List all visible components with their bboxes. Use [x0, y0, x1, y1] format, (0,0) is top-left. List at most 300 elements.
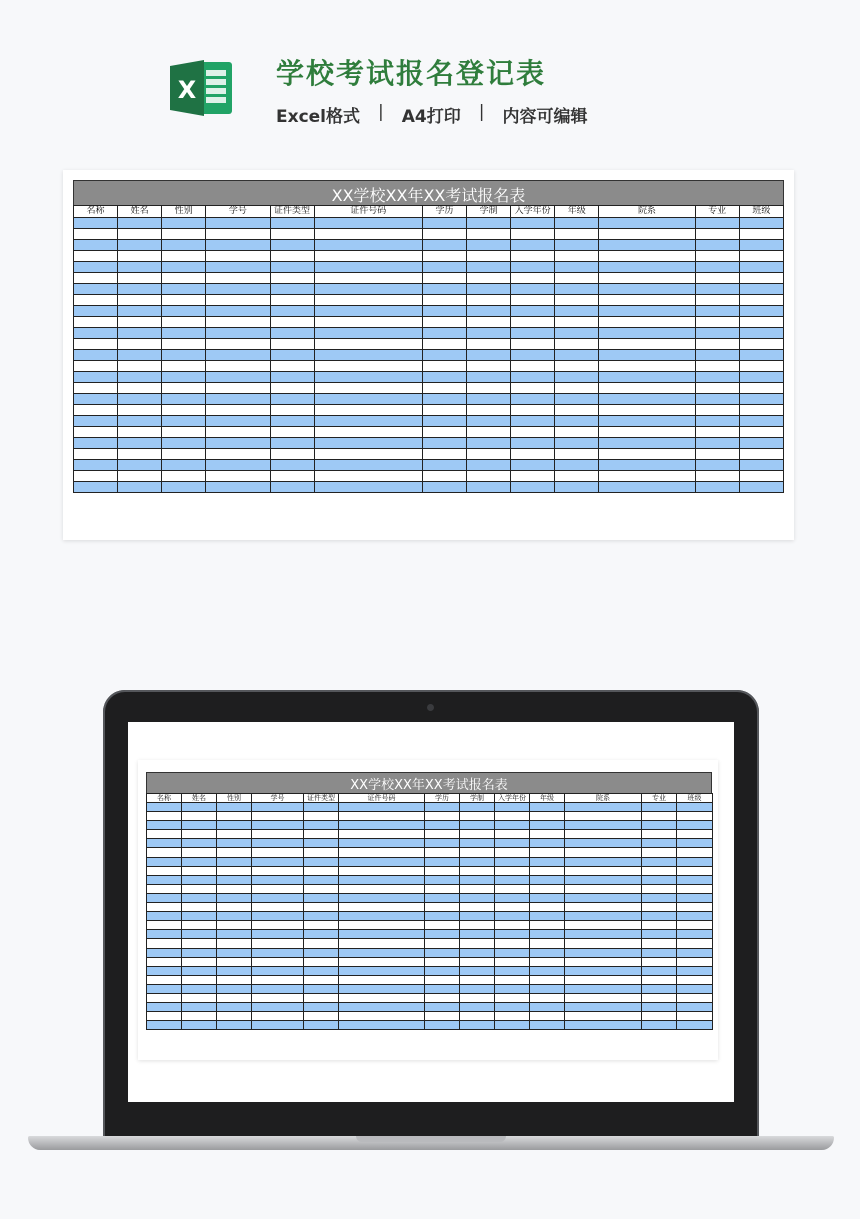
- table-cell[interactable]: [599, 460, 695, 471]
- table-cell[interactable]: [460, 993, 495, 1002]
- table-cell[interactable]: [162, 372, 206, 383]
- table-cell[interactable]: [530, 984, 565, 993]
- table-cell[interactable]: [217, 993, 252, 1002]
- table-cell[interactable]: [217, 875, 252, 884]
- table-cell[interactable]: [339, 884, 425, 893]
- table-cell[interactable]: [739, 229, 783, 240]
- table-cell[interactable]: [304, 893, 339, 902]
- table-cell[interactable]: [182, 939, 217, 948]
- table-cell[interactable]: [74, 229, 118, 240]
- table-cell[interactable]: [147, 984, 182, 993]
- table-cell[interactable]: [74, 460, 118, 471]
- table-cell[interactable]: [565, 803, 642, 812]
- table-cell[interactable]: [677, 839, 713, 848]
- table-cell[interactable]: [565, 812, 642, 821]
- table-cell[interactable]: [206, 449, 270, 460]
- table-cell[interactable]: [217, 948, 252, 957]
- table-cell[interactable]: [511, 262, 555, 273]
- table-cell[interactable]: [118, 350, 162, 361]
- table-cell[interactable]: [206, 229, 270, 240]
- table-cell[interactable]: [339, 1003, 425, 1012]
- table-cell[interactable]: [314, 262, 422, 273]
- table-cell[interactable]: [118, 449, 162, 460]
- table-cell[interactable]: [182, 903, 217, 912]
- table-cell[interactable]: [460, 866, 495, 875]
- table-cell[interactable]: [495, 930, 530, 939]
- table-cell[interactable]: [206, 372, 270, 383]
- table-cell[interactable]: [555, 284, 599, 295]
- table-cell[interactable]: [599, 405, 695, 416]
- table-cell[interactable]: [599, 339, 695, 350]
- table-cell[interactable]: [530, 903, 565, 912]
- table-cell[interactable]: [555, 405, 599, 416]
- table-cell[interactable]: [314, 284, 422, 295]
- table-cell[interactable]: [217, 866, 252, 875]
- table-cell[interactable]: [511, 306, 555, 317]
- table-cell[interactable]: [118, 482, 162, 493]
- table-cell[interactable]: [217, 966, 252, 975]
- table-cell[interactable]: [530, 893, 565, 902]
- table-cell[interactable]: [565, 893, 642, 902]
- table-cell[interactable]: [74, 394, 118, 405]
- table-cell[interactable]: [339, 893, 425, 902]
- table-cell[interactable]: [467, 460, 511, 471]
- table-cell[interactable]: [118, 372, 162, 383]
- table-cell[interactable]: [642, 903, 677, 912]
- table-cell[interactable]: [599, 273, 695, 284]
- table-cell[interactable]: [642, 848, 677, 857]
- table-cell[interactable]: [530, 1012, 565, 1021]
- table-cell[interactable]: [304, 984, 339, 993]
- table-cell[interactable]: [599, 218, 695, 229]
- table-cell[interactable]: [565, 1003, 642, 1012]
- table-cell[interactable]: [182, 866, 217, 875]
- table-cell[interactable]: [118, 471, 162, 482]
- table-cell[interactable]: [511, 460, 555, 471]
- table-cell[interactable]: [599, 416, 695, 427]
- table-cell[interactable]: [425, 812, 460, 821]
- table-cell[interactable]: [695, 482, 739, 493]
- table-cell[interactable]: [739, 328, 783, 339]
- table-cell[interactable]: [511, 449, 555, 460]
- table-cell[interactable]: [695, 317, 739, 328]
- table-cell[interactable]: [565, 930, 642, 939]
- table-cell[interactable]: [739, 218, 783, 229]
- table-cell[interactable]: [555, 229, 599, 240]
- table-cell[interactable]: [118, 317, 162, 328]
- table-cell[interactable]: [677, 948, 713, 957]
- table-cell[interactable]: [74, 416, 118, 427]
- table-cell[interactable]: [495, 1012, 530, 1021]
- table-cell[interactable]: [467, 229, 511, 240]
- table-cell[interactable]: [467, 240, 511, 251]
- table-cell[interactable]: [270, 372, 314, 383]
- table-cell[interactable]: [677, 912, 713, 921]
- table-cell[interactable]: [467, 350, 511, 361]
- table-cell[interactable]: [162, 339, 206, 350]
- table-cell[interactable]: [530, 821, 565, 830]
- table-cell[interactable]: [422, 328, 466, 339]
- table-cell[interactable]: [677, 866, 713, 875]
- table-cell[interactable]: [555, 394, 599, 405]
- table-cell[interactable]: [460, 821, 495, 830]
- table-cell[interactable]: [425, 839, 460, 848]
- table-cell[interactable]: [565, 939, 642, 948]
- table-cell[interactable]: [304, 848, 339, 857]
- table-cell[interactable]: [206, 427, 270, 438]
- table-cell[interactable]: [422, 339, 466, 350]
- table-cell[interactable]: [252, 930, 304, 939]
- table-cell[interactable]: [677, 1021, 713, 1030]
- table-cell[interactable]: [642, 1021, 677, 1030]
- table-cell[interactable]: [555, 372, 599, 383]
- table-cell[interactable]: [314, 306, 422, 317]
- table-cell[interactable]: [677, 848, 713, 857]
- table-cell[interactable]: [252, 966, 304, 975]
- table-cell[interactable]: [422, 394, 466, 405]
- table-cell[interactable]: [182, 993, 217, 1002]
- table-cell[interactable]: [252, 839, 304, 848]
- table-cell[interactable]: [425, 975, 460, 984]
- table-cell[interactable]: [467, 295, 511, 306]
- table-cell[interactable]: [599, 350, 695, 361]
- table-cell[interactable]: [147, 803, 182, 812]
- table-cell[interactable]: [339, 1021, 425, 1030]
- table-cell[interactable]: [270, 350, 314, 361]
- table-cell[interactable]: [530, 848, 565, 857]
- table-cell[interactable]: [162, 251, 206, 262]
- table-cell[interactable]: [304, 1003, 339, 1012]
- table-cell[interactable]: [511, 339, 555, 350]
- table-cell[interactable]: [304, 975, 339, 984]
- table-cell[interactable]: [74, 284, 118, 295]
- table-cell[interactable]: [339, 966, 425, 975]
- table-cell[interactable]: [118, 262, 162, 273]
- table-cell[interactable]: [162, 350, 206, 361]
- table-cell[interactable]: [677, 803, 713, 812]
- table-cell[interactable]: [565, 948, 642, 957]
- table-cell[interactable]: [739, 251, 783, 262]
- table-cell[interactable]: [206, 405, 270, 416]
- table-cell[interactable]: [739, 416, 783, 427]
- table-cell[interactable]: [677, 939, 713, 948]
- table-cell[interactable]: [304, 930, 339, 939]
- table-cell[interactable]: [677, 875, 713, 884]
- table-cell[interactable]: [74, 438, 118, 449]
- table-cell[interactable]: [304, 966, 339, 975]
- table-cell[interactable]: [206, 394, 270, 405]
- table-cell[interactable]: [642, 875, 677, 884]
- table-cell[interactable]: [74, 317, 118, 328]
- table-cell[interactable]: [252, 957, 304, 966]
- table-cell[interactable]: [314, 350, 422, 361]
- table-cell[interactable]: [182, 875, 217, 884]
- table-cell[interactable]: [217, 921, 252, 930]
- table-cell[interactable]: [739, 317, 783, 328]
- table-cell[interactable]: [677, 903, 713, 912]
- table-cell[interactable]: [182, 884, 217, 893]
- table-cell[interactable]: [460, 848, 495, 857]
- table-cell[interactable]: [511, 427, 555, 438]
- table-cell[interactable]: [739, 449, 783, 460]
- table-cell[interactable]: [314, 372, 422, 383]
- table-cell[interactable]: [314, 317, 422, 328]
- table-cell[interactable]: [495, 912, 530, 921]
- table-cell[interactable]: [460, 1021, 495, 1030]
- table-cell[interactable]: [555, 339, 599, 350]
- table-cell[interactable]: [642, 812, 677, 821]
- table-cell[interactable]: [252, 803, 304, 812]
- table-cell[interactable]: [565, 975, 642, 984]
- table-cell[interactable]: [74, 339, 118, 350]
- table-cell[interactable]: [74, 449, 118, 460]
- table-cell[interactable]: [425, 893, 460, 902]
- table-cell[interactable]: [739, 383, 783, 394]
- table-cell[interactable]: [206, 471, 270, 482]
- table-cell[interactable]: [642, 975, 677, 984]
- table-cell[interactable]: [495, 803, 530, 812]
- table-cell[interactable]: [339, 803, 425, 812]
- table-cell[interactable]: [162, 295, 206, 306]
- table-cell[interactable]: [565, 875, 642, 884]
- table-cell[interactable]: [511, 405, 555, 416]
- table-cell[interactable]: [467, 449, 511, 460]
- table-cell[interactable]: [677, 975, 713, 984]
- table-cell[interactable]: [495, 857, 530, 866]
- table-cell[interactable]: [118, 328, 162, 339]
- table-cell[interactable]: [314, 240, 422, 251]
- table-cell[interactable]: [422, 273, 466, 284]
- table-cell[interactable]: [422, 240, 466, 251]
- table-cell[interactable]: [314, 339, 422, 350]
- table-cell[interactable]: [511, 295, 555, 306]
- table-cell[interactable]: [467, 273, 511, 284]
- table-cell[interactable]: [467, 262, 511, 273]
- table-cell[interactable]: [677, 821, 713, 830]
- table-cell[interactable]: [599, 262, 695, 273]
- table-cell[interactable]: [252, 857, 304, 866]
- table-cell[interactable]: [147, 939, 182, 948]
- table-cell[interactable]: [147, 830, 182, 839]
- table-cell[interactable]: [252, 1003, 304, 1012]
- table-cell[interactable]: [217, 893, 252, 902]
- table-cell[interactable]: [642, 884, 677, 893]
- table-cell[interactable]: [162, 416, 206, 427]
- table-cell[interactable]: [599, 482, 695, 493]
- table-cell[interactable]: [511, 328, 555, 339]
- table-cell[interactable]: [565, 884, 642, 893]
- table-cell[interactable]: [422, 405, 466, 416]
- table-cell[interactable]: [217, 1003, 252, 1012]
- table-cell[interactable]: [495, 884, 530, 893]
- table-cell[interactable]: [314, 229, 422, 240]
- table-cell[interactable]: [304, 803, 339, 812]
- table-cell[interactable]: [339, 830, 425, 839]
- table-cell[interactable]: [739, 427, 783, 438]
- table-cell[interactable]: [599, 471, 695, 482]
- table-cell[interactable]: [422, 361, 466, 372]
- table-cell[interactable]: [495, 975, 530, 984]
- table-cell[interactable]: [495, 903, 530, 912]
- table-cell[interactable]: [555, 251, 599, 262]
- table-cell[interactable]: [147, 875, 182, 884]
- table-cell[interactable]: [162, 284, 206, 295]
- table-cell[interactable]: [495, 957, 530, 966]
- table-cell[interactable]: [425, 830, 460, 839]
- table-cell[interactable]: [695, 240, 739, 251]
- table-cell[interactable]: [599, 306, 695, 317]
- table-cell[interactable]: [677, 830, 713, 839]
- table-cell[interactable]: [118, 394, 162, 405]
- table-cell[interactable]: [460, 812, 495, 821]
- table-cell[interactable]: [739, 273, 783, 284]
- table-cell[interactable]: [118, 405, 162, 416]
- table-cell[interactable]: [339, 848, 425, 857]
- table-cell[interactable]: [162, 229, 206, 240]
- table-cell[interactable]: [206, 416, 270, 427]
- table-cell[interactable]: [182, 984, 217, 993]
- table-cell[interactable]: [162, 306, 206, 317]
- table-cell[interactable]: [147, 839, 182, 848]
- table-cell[interactable]: [677, 1003, 713, 1012]
- table-cell[interactable]: [495, 948, 530, 957]
- table-cell[interactable]: [467, 339, 511, 350]
- table-cell[interactable]: [217, 884, 252, 893]
- table-cell[interactable]: [425, 930, 460, 939]
- table-cell[interactable]: [422, 427, 466, 438]
- table-cell[interactable]: [252, 875, 304, 884]
- table-cell[interactable]: [206, 295, 270, 306]
- table-cell[interactable]: [555, 383, 599, 394]
- table-cell[interactable]: [270, 328, 314, 339]
- table-cell[interactable]: [270, 218, 314, 229]
- table-cell[interactable]: [217, 830, 252, 839]
- table-cell[interactable]: [182, 930, 217, 939]
- table-cell[interactable]: [425, 866, 460, 875]
- table-cell[interactable]: [217, 930, 252, 939]
- table-cell[interactable]: [74, 482, 118, 493]
- table-cell[interactable]: [74, 361, 118, 372]
- table-cell[interactable]: [530, 975, 565, 984]
- table-cell[interactable]: [555, 218, 599, 229]
- table-cell[interactable]: [460, 921, 495, 930]
- table-cell[interactable]: [511, 273, 555, 284]
- table-cell[interactable]: [339, 975, 425, 984]
- table-cell[interactable]: [467, 317, 511, 328]
- table-cell[interactable]: [304, 903, 339, 912]
- table-cell[interactable]: [530, 803, 565, 812]
- table-cell[interactable]: [270, 394, 314, 405]
- table-cell[interactable]: [206, 438, 270, 449]
- table-cell[interactable]: [270, 295, 314, 306]
- table-cell[interactable]: [599, 295, 695, 306]
- table-cell[interactable]: [339, 984, 425, 993]
- table-cell[interactable]: [270, 273, 314, 284]
- table-cell[interactable]: [425, 1003, 460, 1012]
- table-cell[interactable]: [642, 866, 677, 875]
- table-cell[interactable]: [74, 383, 118, 394]
- table-cell[interactable]: [118, 229, 162, 240]
- table-cell[interactable]: [304, 830, 339, 839]
- table-cell[interactable]: [467, 383, 511, 394]
- table-cell[interactable]: [599, 427, 695, 438]
- table-cell[interactable]: [425, 1021, 460, 1030]
- table-cell[interactable]: [74, 471, 118, 482]
- table-cell[interactable]: [147, 812, 182, 821]
- table-cell[interactable]: [217, 812, 252, 821]
- table-cell[interactable]: [270, 471, 314, 482]
- table-cell[interactable]: [565, 848, 642, 857]
- table-cell[interactable]: [599, 383, 695, 394]
- table-cell[interactable]: [495, 1003, 530, 1012]
- table-cell[interactable]: [182, 893, 217, 902]
- table-cell[interactable]: [252, 993, 304, 1002]
- table-cell[interactable]: [314, 328, 422, 339]
- table-cell[interactable]: [182, 1003, 217, 1012]
- table-cell[interactable]: [147, 912, 182, 921]
- table-cell[interactable]: [252, 948, 304, 957]
- table-cell[interactable]: [565, 912, 642, 921]
- table-cell[interactable]: [270, 306, 314, 317]
- table-cell[interactable]: [339, 857, 425, 866]
- table-cell[interactable]: [695, 306, 739, 317]
- table-cell[interactable]: [339, 875, 425, 884]
- table-cell[interactable]: [304, 839, 339, 848]
- table-cell[interactable]: [147, 848, 182, 857]
- table-cell[interactable]: [511, 416, 555, 427]
- table-cell[interactable]: [182, 948, 217, 957]
- table-cell[interactable]: [530, 839, 565, 848]
- table-cell[interactable]: [422, 317, 466, 328]
- table-cell[interactable]: [530, 912, 565, 921]
- table-cell[interactable]: [422, 262, 466, 273]
- table-cell[interactable]: [252, 912, 304, 921]
- table-cell[interactable]: [460, 884, 495, 893]
- table-cell[interactable]: [739, 438, 783, 449]
- table-cell[interactable]: [530, 866, 565, 875]
- table-cell[interactable]: [467, 328, 511, 339]
- table-cell[interactable]: [162, 240, 206, 251]
- table-cell[interactable]: [252, 830, 304, 839]
- table-cell[interactable]: [314, 251, 422, 262]
- table-cell[interactable]: [118, 284, 162, 295]
- table-cell[interactable]: [495, 875, 530, 884]
- table-cell[interactable]: [739, 361, 783, 372]
- table-cell[interactable]: [182, 812, 217, 821]
- table-cell[interactable]: [206, 350, 270, 361]
- table-cell[interactable]: [422, 251, 466, 262]
- table-cell[interactable]: [495, 839, 530, 848]
- table-cell[interactable]: [304, 812, 339, 821]
- table-cell[interactable]: [495, 921, 530, 930]
- table-cell[interactable]: [206, 240, 270, 251]
- table-cell[interactable]: [270, 284, 314, 295]
- table-cell[interactable]: [339, 839, 425, 848]
- table-cell[interactable]: [162, 273, 206, 284]
- table-cell[interactable]: [565, 821, 642, 830]
- table-cell[interactable]: [425, 939, 460, 948]
- table-cell[interactable]: [270, 262, 314, 273]
- table-cell[interactable]: [599, 240, 695, 251]
- table-cell[interactable]: [642, 821, 677, 830]
- table-cell[interactable]: [695, 361, 739, 372]
- table-cell[interactable]: [422, 460, 466, 471]
- table-cell[interactable]: [206, 361, 270, 372]
- table-cell[interactable]: [460, 893, 495, 902]
- table-cell[interactable]: [695, 394, 739, 405]
- table-cell[interactable]: [599, 361, 695, 372]
- table-cell[interactable]: [425, 803, 460, 812]
